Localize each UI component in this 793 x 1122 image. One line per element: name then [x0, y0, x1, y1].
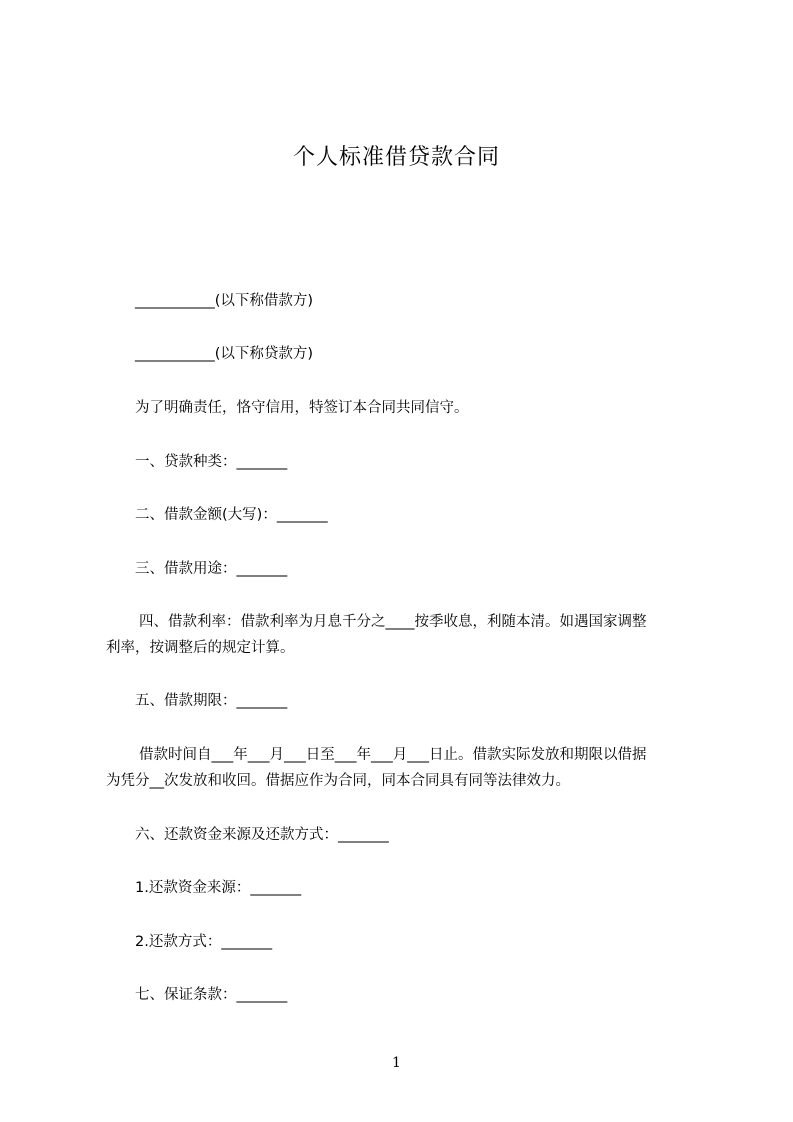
preamble: 为了明确责任，恪守信用，特签订本合同共同信守。	[135, 400, 469, 416]
clause-repayment: 六、还款资金来源及还款方式：_______	[135, 827, 389, 843]
clause-loan-term: 五、借款期限：_______	[135, 693, 288, 709]
document-title: 个人标准借贷款合同	[292, 145, 500, 170]
clause-interest-rate-line1: 四、借款利率：借款利率为月息千分之____按季收息，利随本清。如遇国家调整	[139, 614, 647, 630]
borrower-line: ___________(以下称借款方)	[135, 293, 314, 309]
loan-period-line1: 借款时间自___年___月___日至___年___月___日止。借款实际发放和期限以借据	[139, 747, 647, 763]
clause-guarantee: 七、保证条款：_______	[135, 987, 288, 1003]
repayment-method: 2.还款方式：_______	[135, 934, 273, 950]
page-number: 1	[392, 1055, 401, 1071]
clause-loan-purpose: 三、借款用途：_______	[135, 561, 288, 577]
clause-loan-type: 一、贷款种类：_______	[135, 454, 288, 470]
clause-loan-amount: 二、借款金额(大写)：_______	[135, 507, 328, 523]
clause-interest-rate-line2: 利率，按调整后的规定计算。	[106, 640, 295, 656]
repayment-source: 1.还款资金来源：_______	[135, 880, 302, 896]
lender-line: ___________(以下称贷款方)	[135, 346, 314, 362]
loan-period-line2: 为凭分__次发放和收回。借据应作为合同，同本合同具有同等法律效力。	[106, 773, 570, 789]
